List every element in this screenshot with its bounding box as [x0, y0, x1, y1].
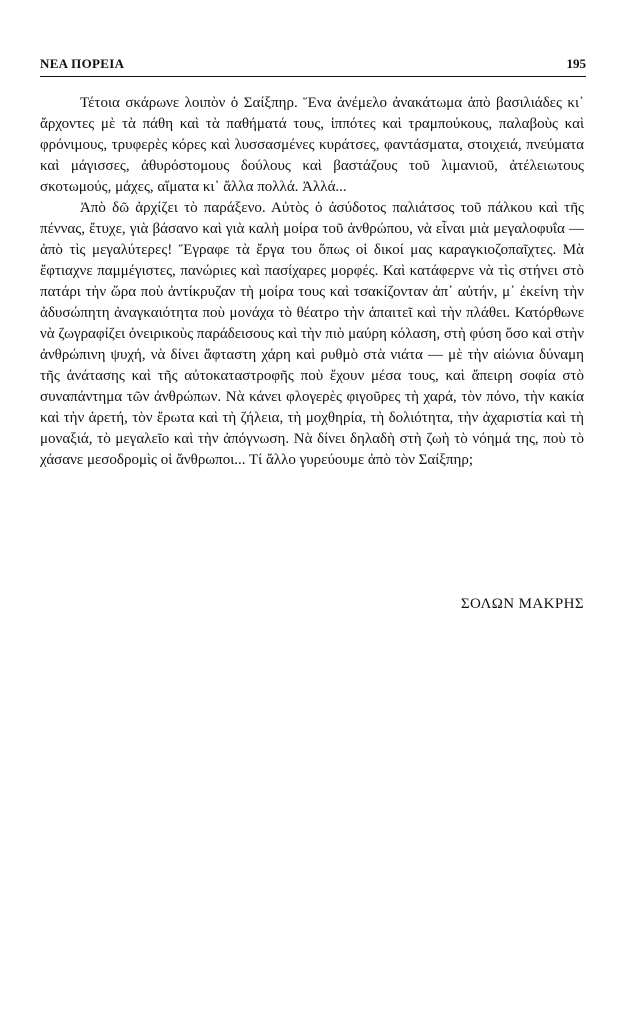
- paragraph-2: Ἀπὸ δῶ ἀρχίζει τὸ παράξενο. Αὐτὸς ὁ ἀσύδοτος παλιάτσος τοῦ πάλκου καὶ τῆς πέννας, ἔτυχε, γιὰ βάσανο καὶ γιὰ καλὴ μοίρα τοῦ ἀνθρώπου, νὰ εἶναι μιὰ μεγαλοφυΐα — ἀπὸ τὶς μεγαλύτερες! Ἔγραφε τὰ ἔργα του ὅπως οἱ δικοί μας καραγκιοζοπαῖχτες. Μὰ ἔφτιαχνε παμμέγιστες, πανώριες καὶ πασίχαρες μορφές. Καὶ κατάφερνε νὰ τὶς στήνει στὸ πατάρι τὴν ὥρα ποὺ ἀντίκρυζαν τὴ μοίρα τους καὶ τσακίζονταν ἀπ᾽ αὐτήν, μ᾽ ἐκείνη τὴν ἀδυσώπητη ἀναγκαιότητα ποὺ μονάχα τὸ θέατρο τὴν ἀπαιτεῖ καὶ τὴν πλάθει. Κατόρθωνε νὰ ζωγραφίζει ὀνειρικοὺς παράδεισους καὶ τὴν πιὸ μαύρη κόλαση, στὴ φύση ὅσο καὶ στὴν ἀνθρώπινη ψυχή, νὰ δίνει ἄφταστη χάρη καὶ ρυθμὸ στὰ νιάτα — μὲ τὴν αἰώνια δύναμη τῆς ἀνάτασης καὶ τῆς αὐτοκαταστροφῆς ποὺ ἔχουν μέσα τους, καὶ ἄπειρη σοφία στὸ συναπάντημα τῶν ἀνθρώπων. Νὰ κάνει φλογερὲς φιγοῦρες τὴ χαρά, τὸν πόνο, τὴν κακία καὶ τὴν ἀρετή, τὸν ἔρωτα καὶ τὴ ζήλεια, τὴ μοχθηρία, τὴ δολιότητα, τὴν ἀχαριστία καὶ τὴ μοναξιά, τὸ μεγαλεῖο καὶ τὴν ἀπόγνωση. Νὰ δίνει δηλαδὴ στὴ ζωὴ τὸ νόημά της, ποὺ τὸ χάσανε μεσοδρομὶς οἱ ἄνθρωποι... Τί ἄλλο γυρεύουμε ἀπὸ τὸν Σαίξπηρ;: [40, 200, 584, 468]
- journal-title: ΝΕΑ ΠΟΡΕΙΑ: [40, 56, 125, 71]
- page-number: 195: [566, 56, 586, 71]
- paragraph-1: Τέτοια σκάρωνε λοιπὸν ὁ Σαίξπηρ. Ἕνα ἀνέμελο ἀνακάτωμα ἀπὸ βασιλιάδες κι᾽ ἄρχοντες μὲ τὰ πάθη καὶ τὰ παθήματά τους, ἱππότες καὶ τραμπούκους, παλαβοὺς καὶ φρόνιμους, τρυφερὲς κόρες καὶ λυσσασμένες κυράτσες, φαντάσματα, στοιχειά, πνεύματα καὶ μάγισσες, ἀθυρόστομους δούλους καὶ βαστάζους τοῦ λιμανιοῦ, ἀτέλειωτους σκοτωμούς, μάχες, αἵματα κι᾽ ἄλλα πολλά. Ἀλλά...: [40, 95, 584, 195]
- article-body: [40, 93, 584, 471]
- author-signature: ΣΟΛΩΝ ΜΑΚΡΗΣ: [460, 596, 584, 612]
- running-header: [40, 52, 586, 77]
